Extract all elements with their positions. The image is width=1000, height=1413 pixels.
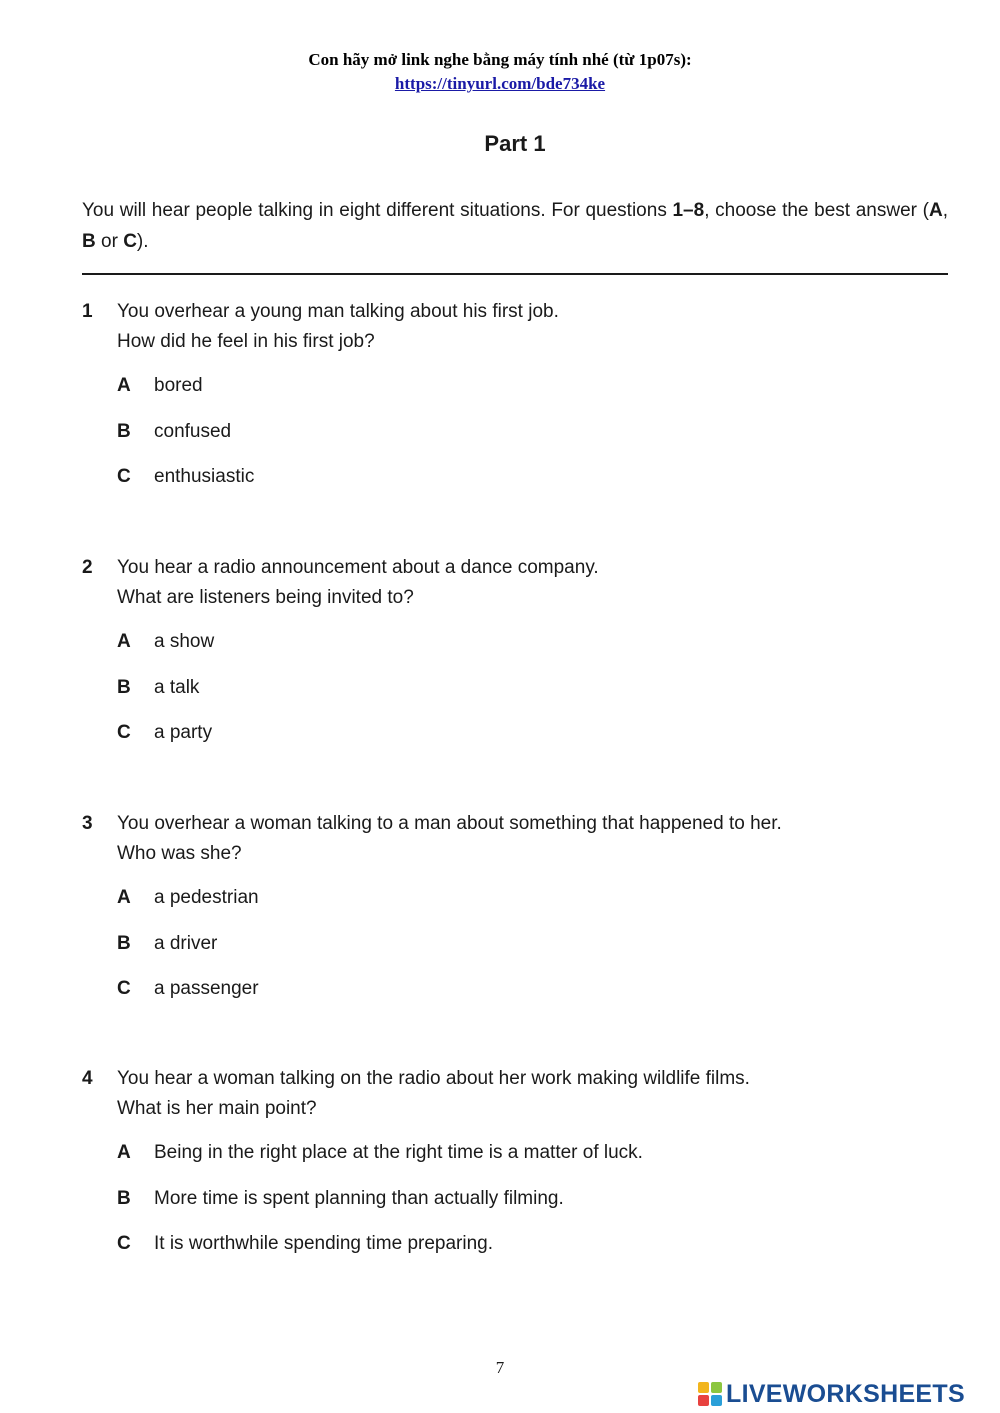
option-text: a driver — [154, 932, 218, 954]
option-text: a passenger — [154, 978, 259, 999]
audio-link[interactable]: https://tinyurl.com/bde734ke — [394, 74, 606, 93]
question-number: 1 — [82, 301, 93, 322]
option-a[interactable] — [117, 883, 962, 929]
option-b[interactable] — [117, 417, 962, 463]
option-b[interactable] — [117, 673, 962, 719]
logo-text: LIVEWORKSHEETS — [726, 1380, 965, 1408]
option-letter: B — [117, 1187, 131, 1209]
option-letter: B — [117, 932, 131, 954]
option-text: It is worthwhile spending time preparing. — [154, 1233, 494, 1254]
option-text: enthusiastic — [154, 466, 255, 487]
option-letter: B — [117, 676, 131, 698]
question-context: You overhear a young man talking about his first job. — [117, 301, 559, 322]
option-c[interactable] — [117, 462, 962, 508]
option-text: Being in the right place at the right time is a matter of luck. — [154, 1142, 643, 1163]
option-list — [117, 371, 962, 508]
question-number: 3 — [82, 813, 93, 834]
question-prompt: What is her main point? — [117, 1098, 317, 1119]
option-a[interactable] — [117, 1138, 962, 1184]
part-title: Part 1 — [484, 131, 546, 156]
question-prompt: How did he feel in his first job? — [117, 331, 375, 352]
instructions-option-c: C — [123, 231, 137, 252]
option-letter: A — [117, 631, 131, 652]
option-letter: B — [117, 420, 131, 442]
listening-note — [0, 48, 1000, 96]
option-letter: C — [117, 466, 131, 487]
option-text: a show — [154, 631, 215, 652]
instructions-end: ). — [136, 231, 149, 252]
page-number: 7 — [495, 1358, 505, 1377]
question-context: You hear a woman talking on the radio about her work making wildlife films. — [117, 1068, 750, 1089]
option-list — [117, 627, 962, 764]
option-b[interactable] — [117, 929, 962, 975]
instructions — [82, 195, 948, 257]
divider-rule — [82, 273, 948, 275]
option-text: a talk — [154, 676, 200, 698]
liveworksheets-logo[interactable] — [698, 1380, 965, 1408]
question-2 — [82, 553, 962, 764]
option-letter: C — [117, 722, 131, 743]
option-text: a party — [154, 722, 213, 743]
option-letter: C — [117, 978, 131, 999]
listening-note-text: Con hãy mở link nghe bằng máy tính nhé (từ 1p07s): — [308, 50, 692, 69]
question-context: You hear a radio announcement about a dance company. — [117, 557, 599, 578]
instructions-lead: You will hear people talking in eight different situations. For questions — [82, 200, 673, 221]
option-letter: A — [117, 375, 131, 396]
instructions-mid: , choose the best answer ( — [704, 200, 929, 221]
logo-grid-icon — [698, 1382, 722, 1406]
question-3 — [82, 809, 962, 1020]
option-c[interactable] — [117, 1229, 962, 1275]
option-list — [117, 1138, 962, 1275]
option-letter: C — [117, 1233, 131, 1254]
option-text: More time is spent planning than actually filming. — [154, 1187, 564, 1209]
logo-cell — [698, 1382, 709, 1393]
instructions-option-a: A — [928, 200, 943, 221]
instructions-or: or — [95, 231, 124, 252]
option-text: bored — [154, 375, 203, 396]
question-context: You overhear a woman talking to a man about something that happened to her. — [117, 813, 782, 834]
logo-cell — [711, 1382, 722, 1393]
option-letter: A — [117, 887, 131, 908]
logo-cell — [698, 1395, 709, 1406]
question-4 — [82, 1064, 962, 1275]
logo-cell — [711, 1395, 722, 1406]
question-number: 4 — [82, 1068, 93, 1089]
question-number: 2 — [82, 557, 93, 578]
question-prompt: What are listeners being invited to? — [117, 587, 414, 608]
option-text: a pedestrian — [154, 887, 259, 908]
option-b[interactable] — [117, 1184, 962, 1230]
instructions-comma: , — [942, 200, 948, 221]
question-prompt: Who was she? — [117, 843, 242, 864]
option-text: confused — [154, 420, 232, 442]
option-c[interactable] — [117, 718, 962, 764]
option-a[interactable] — [117, 371, 962, 417]
instructions-range: 1–8 — [672, 200, 705, 221]
option-letter: A — [117, 1142, 131, 1163]
option-a[interactable] — [117, 627, 962, 673]
option-list — [117, 883, 962, 1020]
option-c[interactable] — [117, 974, 962, 1020]
question-1 — [82, 297, 962, 508]
instructions-option-b: B — [82, 231, 96, 252]
